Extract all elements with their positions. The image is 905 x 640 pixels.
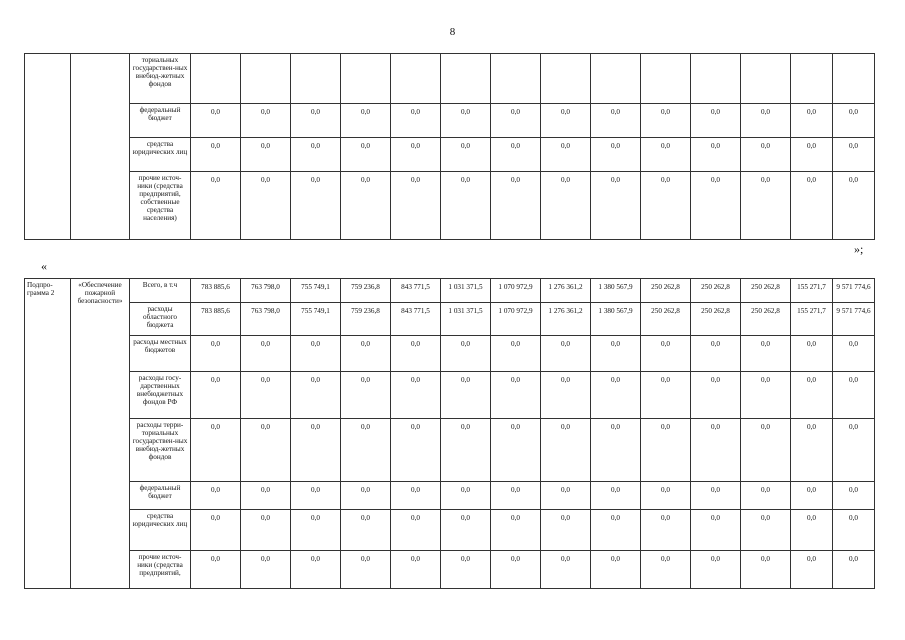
value-cell: 250 262,8 [741, 303, 791, 336]
value-cell: 0,0 [641, 138, 691, 172]
funding-source-label: прочие источ-ники (средства предприятий, собственные средства населения) [130, 172, 191, 240]
value-cell: 0,0 [741, 172, 791, 240]
value-cell [641, 54, 691, 104]
value-cell: 0,0 [241, 482, 291, 510]
value-cell: 0,0 [833, 104, 875, 138]
value-cell: 0,0 [391, 551, 441, 589]
value-cell [541, 54, 591, 104]
value-cell: 0,0 [291, 372, 341, 419]
funding-source-label: прочие источ-ники (средства предприятий, [130, 551, 191, 589]
value-cell: 0,0 [191, 138, 241, 172]
value-cell: 155 271,7 [791, 303, 833, 336]
value-cell: 0,0 [741, 482, 791, 510]
funding-source-label: расходы областного бюджета [130, 303, 191, 336]
value-cell: 0,0 [641, 172, 691, 240]
table-row [25, 172, 875, 240]
value-cell: 0,0 [791, 172, 833, 240]
value-cell: 759 236,8 [341, 279, 391, 303]
value-cell: 0,0 [341, 551, 391, 589]
table-row [25, 303, 875, 336]
value-cell: 0,0 [391, 419, 441, 482]
value-cell: 250 262,8 [691, 279, 741, 303]
value-cell: 759 236,8 [341, 303, 391, 336]
value-cell: 0,0 [741, 336, 791, 372]
value-cell: 843 771,5 [391, 303, 441, 336]
table-row [25, 372, 875, 419]
value-cell: 0,0 [833, 336, 875, 372]
subprogram-title-cell: «Обеспечение пожарной безопасности» [71, 279, 130, 589]
closing-quote: »; [854, 242, 864, 256]
value-cell: 0,0 [691, 138, 741, 172]
funding-source-label: расходы терри-ториальных государствен-ных внебюд-жетных фондов [130, 419, 191, 482]
value-cell: 0,0 [833, 551, 875, 589]
value-cell: 0,0 [541, 104, 591, 138]
value-cell: 0,0 [491, 372, 541, 419]
value-cell: 0,0 [833, 372, 875, 419]
value-cell: 0,0 [241, 138, 291, 172]
value-cell: 0,0 [541, 482, 591, 510]
table-row [25, 138, 875, 172]
value-cell: 0,0 [691, 551, 741, 589]
value-cell: 0,0 [691, 172, 741, 240]
value-cell: 0,0 [441, 172, 491, 240]
value-cell: 0,0 [291, 510, 341, 551]
value-cell: 0,0 [541, 551, 591, 589]
table-row [25, 419, 875, 482]
value-cell: 0,0 [341, 104, 391, 138]
value-cell: 250 262,8 [641, 303, 691, 336]
value-cell: 0,0 [191, 104, 241, 138]
funding-source-label: расходы госу-дарственных внебюджетных фондов РФ [130, 372, 191, 419]
value-cell: 9 571 774,6 [833, 279, 875, 303]
value-cell: 0,0 [391, 372, 441, 419]
value-cell: 0,0 [291, 104, 341, 138]
value-cell: 0,0 [191, 482, 241, 510]
funding-source-label: федеральный бюджет [130, 482, 191, 510]
value-cell: 0,0 [391, 104, 441, 138]
value-cell: 155 271,7 [791, 279, 833, 303]
opening-quote: « [41, 259, 47, 273]
value-cell: 0,0 [241, 419, 291, 482]
value-cell: 0,0 [691, 482, 741, 510]
value-cell: 0,0 [391, 172, 441, 240]
value-cell: 0,0 [491, 336, 541, 372]
value-cell: 0,0 [441, 510, 491, 551]
value-cell: 0,0 [741, 138, 791, 172]
value-cell: 0,0 [791, 336, 833, 372]
value-cell: 0,0 [833, 482, 875, 510]
value-cell: 1 276 361,2 [541, 279, 591, 303]
value-cell: 0,0 [541, 172, 591, 240]
value-cell [691, 54, 741, 104]
table-row [25, 482, 875, 510]
value-cell: 0,0 [641, 336, 691, 372]
value-cell: 0,0 [191, 510, 241, 551]
funding-source-label: федеральный бюджет [130, 104, 191, 138]
value-cell: 0,0 [641, 510, 691, 551]
value-cell: 755 749,1 [291, 303, 341, 336]
value-cell: 0,0 [691, 419, 741, 482]
value-cell: 0,0 [441, 138, 491, 172]
value-cell: 0,0 [591, 138, 641, 172]
value-cell: 0,0 [241, 336, 291, 372]
value-cell: 0,0 [241, 551, 291, 589]
value-cell: 0,0 [591, 372, 641, 419]
value-cell: 0,0 [691, 372, 741, 419]
value-cell: 0,0 [491, 419, 541, 482]
value-cell: 0,0 [833, 172, 875, 240]
value-cell: 0,0 [741, 419, 791, 482]
value-cell: 0,0 [441, 372, 491, 419]
value-cell: 0,0 [291, 419, 341, 482]
funding-source-label: Всего, в т.ч [130, 279, 191, 303]
value-cell: 1 070 972,9 [491, 303, 541, 336]
value-cell: 0,0 [441, 482, 491, 510]
title-cell-continued [71, 54, 130, 240]
subprogram-cell: Подпро-грамма 2 [25, 279, 71, 589]
value-cell: 0,0 [391, 510, 441, 551]
value-cell: 1 070 972,9 [491, 279, 541, 303]
value-cell: 1 031 371,5 [441, 303, 491, 336]
value-cell: 0,0 [191, 551, 241, 589]
value-cell: 0,0 [341, 138, 391, 172]
table-row [25, 279, 875, 303]
value-cell: 783 885,6 [191, 279, 241, 303]
value-cell: 0,0 [791, 510, 833, 551]
value-cell: 0,0 [641, 482, 691, 510]
value-cell: 0,0 [791, 372, 833, 419]
value-cell: 0,0 [491, 172, 541, 240]
funding-source-label: средства юридических лиц [130, 510, 191, 551]
value-cell: 0,0 [241, 372, 291, 419]
value-cell [791, 54, 833, 104]
value-cell: 0,0 [391, 336, 441, 372]
value-cell: 0,0 [491, 104, 541, 138]
table-row [25, 104, 875, 138]
value-cell [191, 54, 241, 104]
value-cell: 0,0 [391, 138, 441, 172]
value-cell: 1 276 361,2 [541, 303, 591, 336]
value-cell: 0,0 [791, 419, 833, 482]
value-cell: 0,0 [541, 336, 591, 372]
value-cell: 0,0 [691, 510, 741, 551]
value-cell: 0,0 [591, 172, 641, 240]
value-cell: 0,0 [491, 551, 541, 589]
table-row [25, 54, 875, 104]
value-cell: 0,0 [591, 336, 641, 372]
value-cell: 0,0 [441, 104, 491, 138]
value-cell: 0,0 [691, 336, 741, 372]
value-cell [341, 54, 391, 104]
value-cell: 250 262,8 [691, 303, 741, 336]
value-cell [241, 54, 291, 104]
value-cell: 763 798,0 [241, 279, 291, 303]
funding-table-continuation [24, 53, 875, 240]
page-number: 8 [449, 26, 456, 38]
subprogram-cell-continued [25, 54, 71, 240]
value-cell: 0,0 [291, 482, 341, 510]
value-cell: 0,0 [341, 336, 391, 372]
value-cell: 0,0 [541, 372, 591, 419]
table-row [25, 336, 875, 372]
value-cell: 783 885,6 [191, 303, 241, 336]
value-cell: 0,0 [291, 172, 341, 240]
value-cell: 755 749,1 [291, 279, 341, 303]
value-cell: 0,0 [491, 510, 541, 551]
value-cell: 0,0 [441, 336, 491, 372]
value-cell: 0,0 [833, 419, 875, 482]
value-cell: 0,0 [241, 104, 291, 138]
value-cell [491, 54, 541, 104]
value-cell: 0,0 [191, 172, 241, 240]
value-cell: 0,0 [541, 138, 591, 172]
value-cell: 250 262,8 [641, 279, 691, 303]
value-cell [391, 54, 441, 104]
value-cell: 0,0 [341, 172, 391, 240]
value-cell: 0,0 [791, 551, 833, 589]
value-cell: 0,0 [741, 510, 791, 551]
value-cell [833, 54, 875, 104]
value-cell: 1 031 371,5 [441, 279, 491, 303]
value-cell: 0,0 [191, 419, 241, 482]
value-cell: 843 771,5 [391, 279, 441, 303]
value-cell: 0,0 [541, 510, 591, 551]
value-cell: 0,0 [241, 172, 291, 240]
value-cell: 0,0 [741, 104, 791, 138]
table-row [25, 510, 875, 551]
value-cell: 0,0 [641, 551, 691, 589]
value-cell: 763 798,0 [241, 303, 291, 336]
value-cell: 0,0 [441, 419, 491, 482]
value-cell: 0,0 [691, 104, 741, 138]
value-cell: 0,0 [591, 482, 641, 510]
value-cell: 0,0 [191, 336, 241, 372]
value-cell [741, 54, 791, 104]
value-cell: 0,0 [791, 104, 833, 138]
value-cell: 0,0 [191, 372, 241, 419]
value-cell: 0,0 [741, 372, 791, 419]
value-cell: 0,0 [441, 551, 491, 589]
value-cell: 0,0 [591, 419, 641, 482]
value-cell: 9 571 774,6 [833, 303, 875, 336]
value-cell: 0,0 [241, 510, 291, 551]
value-cell [591, 54, 641, 104]
value-cell: 0,0 [641, 372, 691, 419]
funding-source-label: средства юридических лиц [130, 138, 191, 172]
value-cell: 0,0 [291, 336, 341, 372]
subprogram-2-funding-table [24, 278, 875, 589]
value-cell: 0,0 [591, 104, 641, 138]
value-cell: 0,0 [291, 138, 341, 172]
value-cell: 0,0 [791, 482, 833, 510]
value-cell [291, 54, 341, 104]
value-cell: 0,0 [833, 510, 875, 551]
value-cell: 0,0 [341, 510, 391, 551]
value-cell: 0,0 [491, 138, 541, 172]
value-cell [441, 54, 491, 104]
value-cell: 0,0 [341, 482, 391, 510]
value-cell: 1 380 567,9 [591, 303, 641, 336]
value-cell: 0,0 [791, 138, 833, 172]
table-row [25, 551, 875, 589]
value-cell: 0,0 [591, 510, 641, 551]
value-cell: 0,0 [541, 419, 591, 482]
value-cell: 0,0 [291, 551, 341, 589]
value-cell: 0,0 [391, 482, 441, 510]
value-cell: 1 380 567,9 [591, 279, 641, 303]
funding-source-label: расходы местных бюджетов [130, 336, 191, 372]
value-cell: 0,0 [833, 138, 875, 172]
value-cell: 0,0 [491, 482, 541, 510]
value-cell: 0,0 [741, 551, 791, 589]
value-cell: 0,0 [591, 551, 641, 589]
value-cell: 0,0 [641, 419, 691, 482]
value-cell: 250 262,8 [741, 279, 791, 303]
value-cell: 0,0 [341, 419, 391, 482]
funding-source-label: ториальных государствен-ных внебюд-жетных фондов [130, 54, 191, 104]
value-cell: 0,0 [341, 372, 391, 419]
value-cell: 0,0 [641, 104, 691, 138]
